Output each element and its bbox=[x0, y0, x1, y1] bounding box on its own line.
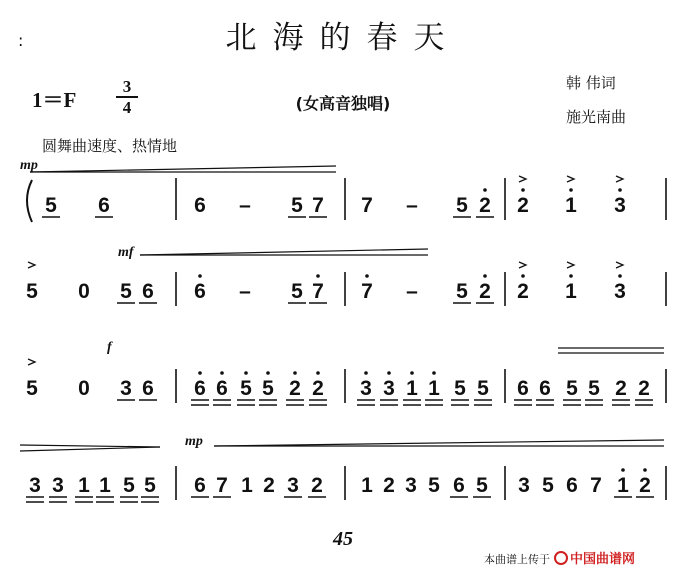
note-digit: 0 bbox=[78, 377, 90, 400]
key-signature: 1＝F bbox=[32, 88, 77, 112]
lyricist-credit: 韩 伟词 bbox=[566, 74, 616, 92]
dynamic-mf: mf bbox=[118, 245, 134, 260]
dynamic-f: f bbox=[107, 340, 112, 355]
octave-dot bbox=[198, 274, 202, 278]
note-digit: 6 bbox=[194, 280, 206, 303]
note-digit: 5 bbox=[240, 377, 252, 400]
accent-mark bbox=[519, 262, 526, 268]
note-digit: 2 bbox=[615, 377, 627, 400]
octave-dot bbox=[432, 371, 436, 375]
note-digit: 6 bbox=[453, 474, 465, 497]
octave-dot bbox=[569, 188, 573, 192]
octave-dot bbox=[244, 371, 248, 375]
note-digit: 5 bbox=[262, 377, 274, 400]
hairline bbox=[20, 447, 160, 451]
octave-dot bbox=[220, 371, 224, 375]
octave-dot bbox=[618, 188, 622, 192]
hairline bbox=[30, 166, 336, 172]
note-digit: – bbox=[239, 280, 251, 303]
note-digit: 2 bbox=[312, 377, 324, 400]
note-digit: 1 bbox=[78, 474, 90, 497]
note-digit: 1 bbox=[565, 280, 577, 303]
note-digit: 0 bbox=[78, 280, 90, 303]
octave-dot bbox=[521, 274, 525, 278]
note-digit: 1 bbox=[241, 474, 253, 497]
note-digit: 5 bbox=[542, 474, 554, 497]
octave-dot bbox=[483, 188, 487, 192]
note-digit: 6 bbox=[194, 194, 206, 217]
octave-dot bbox=[316, 274, 320, 278]
note-digit: 3 bbox=[518, 474, 530, 497]
note-digit: 6 bbox=[517, 377, 529, 400]
phrase-bracket bbox=[27, 180, 32, 222]
note-digit: 7 bbox=[312, 280, 324, 303]
note-digit: 7 bbox=[312, 194, 324, 217]
note-digit: 5 bbox=[456, 280, 468, 303]
note-digit: 5 bbox=[428, 474, 440, 497]
note-digit: 5 bbox=[291, 280, 303, 303]
octave-dot bbox=[618, 274, 622, 278]
corner-mark: : bbox=[18, 31, 24, 50]
note-digit: 2 bbox=[263, 474, 275, 497]
note-digit: 1 bbox=[406, 377, 418, 400]
note-digit: 6 bbox=[194, 474, 206, 497]
note-digit: 5 bbox=[144, 474, 156, 497]
octave-dot bbox=[198, 371, 202, 375]
note-digit: 5 bbox=[26, 280, 38, 303]
accent-mark bbox=[28, 359, 35, 365]
note-digit: 3 bbox=[405, 474, 417, 497]
note-digit: 5 bbox=[476, 474, 488, 497]
time-signature-denominator: 4 bbox=[122, 98, 132, 117]
accent-mark bbox=[28, 262, 35, 268]
note-digit: 2 bbox=[639, 474, 651, 497]
note-digit: 1 bbox=[617, 474, 629, 497]
dynamic-mp-2: mp bbox=[185, 434, 203, 449]
accent-mark bbox=[616, 176, 623, 182]
hairline bbox=[214, 440, 664, 446]
note-digit: 3 bbox=[614, 194, 626, 217]
note-digit: 2 bbox=[517, 194, 529, 217]
watermark-site: 中国曲谱网 bbox=[570, 552, 636, 567]
note-digit: 2 bbox=[479, 194, 491, 217]
note-digit: 1 bbox=[428, 377, 440, 400]
octave-dot bbox=[569, 274, 573, 278]
voice-type: (女高音独唱) bbox=[295, 94, 391, 113]
note-digit: 3 bbox=[52, 474, 64, 497]
watermark-text: 本曲谱上传于 bbox=[484, 553, 550, 566]
note-digit: 1 bbox=[99, 474, 111, 497]
note-digit: 5 bbox=[566, 377, 578, 400]
score-title: 北海的春天 bbox=[225, 20, 461, 56]
hairline bbox=[140, 249, 428, 255]
note-digit: 7 bbox=[590, 474, 602, 497]
note-digit: 3 bbox=[287, 474, 299, 497]
note-digit: 2 bbox=[311, 474, 323, 497]
octave-dot bbox=[410, 371, 414, 375]
accent-mark bbox=[567, 262, 574, 268]
note-digit: 3 bbox=[383, 377, 395, 400]
note-digit: 7 bbox=[361, 280, 373, 303]
page-number: 45 bbox=[333, 528, 353, 550]
dynamic-mp-1: mp bbox=[20, 158, 38, 173]
note-digit: 6 bbox=[539, 377, 551, 400]
note-digit: 5 bbox=[456, 194, 468, 217]
note-digit: 5 bbox=[291, 194, 303, 217]
note-digit: 7 bbox=[216, 474, 228, 497]
note-digit: – bbox=[406, 280, 418, 303]
note-digit: 6 bbox=[566, 474, 578, 497]
note-digit: 5 bbox=[477, 377, 489, 400]
accent-mark bbox=[519, 176, 526, 182]
note-digit: 2 bbox=[479, 280, 491, 303]
octave-dot bbox=[387, 371, 391, 375]
note-digit: 6 bbox=[142, 377, 154, 400]
note-digit: 7 bbox=[361, 194, 373, 217]
time-signature-numerator: 3 bbox=[122, 77, 132, 96]
note-digit: 5 bbox=[588, 377, 600, 400]
octave-dot bbox=[521, 188, 525, 192]
octave-dot bbox=[621, 468, 625, 472]
accent-mark bbox=[616, 262, 623, 268]
note-digit: 5 bbox=[45, 194, 57, 217]
notes-layer bbox=[26, 176, 666, 502]
octave-dot bbox=[365, 274, 369, 278]
note-digit: 5 bbox=[123, 474, 135, 497]
note-digit: 2 bbox=[638, 377, 650, 400]
note-digit: 3 bbox=[120, 377, 132, 400]
note-digit: 3 bbox=[614, 280, 626, 303]
note-digit: 3 bbox=[360, 377, 372, 400]
note-digit: 5 bbox=[26, 377, 38, 400]
note-digit: – bbox=[406, 194, 418, 217]
octave-dot bbox=[483, 274, 487, 278]
note-digit: 5 bbox=[120, 280, 132, 303]
note-digit: 2 bbox=[383, 474, 395, 497]
note-digit: 1 bbox=[565, 194, 577, 217]
note-digit: 2 bbox=[517, 280, 529, 303]
tempo-marking: 圆舞曲速度、热情地 bbox=[42, 137, 178, 155]
note-digit: 2 bbox=[289, 377, 301, 400]
note-digit: 6 bbox=[98, 194, 110, 217]
note-digit: 3 bbox=[29, 474, 41, 497]
octave-dot bbox=[316, 371, 320, 375]
note-digit: – bbox=[239, 194, 251, 217]
octave-dot bbox=[293, 371, 297, 375]
accent-mark bbox=[567, 176, 574, 182]
note-digit: 6 bbox=[194, 377, 206, 400]
note-digit: 6 bbox=[216, 377, 228, 400]
composer-credit: 施光南曲 bbox=[566, 108, 627, 126]
hairline bbox=[20, 445, 160, 447]
octave-dot bbox=[643, 468, 647, 472]
octave-dot bbox=[266, 371, 270, 375]
octave-dot bbox=[364, 371, 368, 375]
note-digit: 6 bbox=[142, 280, 154, 303]
note-digit: 1 bbox=[361, 474, 373, 497]
note-digit: 5 bbox=[454, 377, 466, 400]
